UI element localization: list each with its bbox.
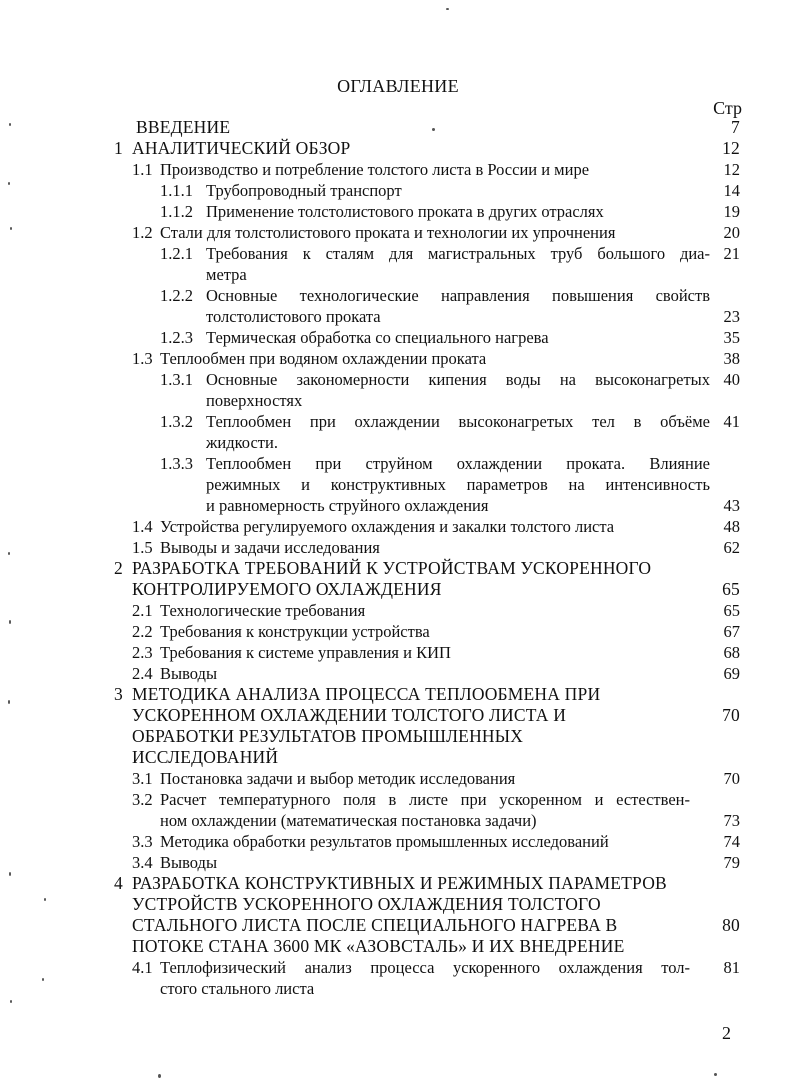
toc-entry-title-line: Термическая обработка со специального нагрева	[206, 328, 549, 347]
scan-speck	[42, 978, 44, 981]
toc-entry-number: 1.5	[132, 538, 153, 557]
scan-speck	[10, 1000, 12, 1003]
toc-entry-number: 1.1.2	[160, 202, 193, 221]
toc-entry-number: 2.4	[132, 664, 153, 683]
toc-entry-page: 68	[723, 643, 740, 662]
toc-entry-number: 3.3	[132, 832, 153, 851]
toc-entry-page: 35	[723, 328, 740, 347]
toc-entry-title-line: Требования к сталям для магистральных труб большого диа-	[206, 244, 710, 263]
toc-entry	[0, 453, 796, 516]
toc-entry	[0, 285, 796, 327]
toc-entry-number: 1.2.2	[160, 286, 193, 305]
toc-entry-number: 3.1	[132, 769, 153, 788]
scan-speck	[8, 182, 10, 185]
toc-entry-title-line: Устройства регулируемого охлаждения и закалки толстого листа	[160, 517, 615, 536]
scan-speck	[44, 898, 46, 901]
toc-entry-number: 2.2	[132, 622, 153, 641]
toc-entry	[0, 684, 796, 768]
toc-entry	[0, 831, 796, 852]
toc-entry-page: 73	[723, 811, 740, 830]
toc-entry-title-line: УСКОРЕННОМ ОХЛАЖДЕНИИ ТОЛСТОГО ЛИСТА И	[132, 705, 567, 725]
toc-entry-title-line: ПОТОКЕ СТАНА 3600 МК «АЗОВСТАЛЬ» И ИХ ВНЕДРЕНИЕ	[132, 936, 625, 956]
toc-entry-page: 81	[723, 958, 740, 977]
toc-entry-title-line: ном охлаждении (математическая постановка задачи)	[160, 811, 537, 830]
toc-entry	[0, 159, 796, 180]
toc-entry-number: 1.3	[132, 349, 153, 368]
toc-entry-page: 41	[723, 412, 740, 431]
toc-entry	[0, 663, 796, 684]
toc-entry-page: 74	[723, 832, 740, 851]
toc-entry	[0, 957, 796, 999]
toc-entry	[0, 369, 796, 411]
toc-entry-title-line: поверхностях	[206, 391, 303, 410]
toc-entry-page: 48	[723, 517, 740, 536]
toc-entry-page: 65	[722, 579, 740, 599]
toc-entry-title-line: Теплофизический анализ процесса ускоренного охлаждения тол-	[160, 958, 690, 977]
toc-entry-page: 7	[731, 117, 740, 137]
toc-entry-number: 2.1	[132, 601, 153, 620]
toc-entry	[0, 201, 796, 222]
toc-entry-page: 70	[723, 769, 740, 788]
toc-entry-page: 62	[723, 538, 740, 557]
toc-entry-page: 65	[723, 601, 740, 620]
toc-entry-page: 20	[723, 223, 740, 242]
toc-entry-title-line: Требования к конструкции устройства	[160, 622, 430, 641]
toc-entry-number: 1.2	[132, 223, 153, 242]
toc-entry-page: 80	[722, 915, 740, 935]
toc-entry-title-line: МЕТОДИКА АНАЛИЗА ПРОЦЕССА ТЕПЛООБМЕНА ПРИ	[132, 684, 601, 704]
toc-entry-title-line: Стали для толстолистового проката и технологии их упрочнения	[160, 223, 616, 242]
toc-entry-page: 12	[723, 160, 740, 179]
toc-entry-number: 1	[114, 138, 123, 158]
toc-entry-number: 4.1	[132, 958, 153, 977]
scan-speck	[9, 123, 11, 126]
toc-entry-number: 2.3	[132, 643, 153, 662]
toc-entry	[0, 558, 796, 600]
toc-entry-title-line: Выводы и задачи исследования	[160, 538, 380, 557]
scan-speck	[714, 1073, 717, 1076]
toc-entry-page: 79	[723, 853, 740, 872]
toc-entry-title-line: Основные закономерности кипения воды на высоконагретых	[206, 370, 710, 389]
toc-entry-page: 23	[723, 307, 740, 326]
toc-entry	[0, 138, 796, 159]
toc-entry	[0, 243, 796, 285]
scan-speck	[432, 128, 435, 131]
table-of-contents	[0, 117, 796, 999]
scan-speck	[8, 552, 10, 555]
toc-entry-number: 2	[114, 558, 123, 578]
toc-entry-title-line: РАЗРАБОТКА ТРЕБОВАНИЙ К УСТРОЙСТВАМ УСКОРЕННОГО	[132, 558, 652, 578]
toc-entry-page: 12	[722, 138, 740, 158]
toc-entry-title-line: Теплообмен при струйном охлаждении проката. Влияние	[206, 454, 710, 473]
toc-entry	[0, 537, 796, 558]
toc-entry-title-line: Производство и потребление толстого листа в России и мире	[160, 160, 590, 179]
toc-entry-number: 1.1.1	[160, 181, 193, 200]
toc-entry	[0, 621, 796, 642]
toc-entry-page: 14	[723, 181, 740, 200]
toc-entry-title-line: РАЗРАБОТКА КОНСТРУКТИВНЫХ И РЕЖИМНЫХ ПАРАМЕТРОВ	[132, 873, 667, 893]
toc-entry-title-line: УСТРОЙСТВ УСКОРЕННОГО ОХЛАЖДЕНИЯ ТОЛСТОГО	[132, 894, 601, 914]
toc-entry	[0, 873, 796, 957]
toc-entry-page: 69	[723, 664, 740, 683]
toc-entry-title-line: Методика обработки результатов промышленных исследований	[160, 832, 609, 851]
toc-entry-number: 4	[114, 873, 123, 893]
toc-entry-title-line: Теплообмен при охлаждении высоконагретых тел в объёме	[206, 412, 710, 431]
toc-entry-title-line: Выводы	[160, 664, 218, 683]
page-number: 2	[722, 1023, 731, 1043]
toc-entry	[0, 180, 796, 201]
toc-entry-title-line: Расчет температурного поля в листе при ускоренном и естествен-	[160, 790, 690, 809]
toc-entry	[0, 516, 796, 537]
toc-entry-title-line: СТАЛЬНОГО ЛИСТА ПОСЛЕ СПЕЦИАЛЬНОГО НАГРЕВА В	[132, 915, 618, 935]
toc-entry-number: 1.2.1	[160, 244, 193, 263]
scan-speck	[158, 1074, 161, 1078]
toc-entry-title-line: жидкости.	[206, 433, 278, 452]
toc-entry-page: 43	[723, 496, 740, 515]
toc-entry-page: 40	[723, 370, 740, 389]
toc-entry	[0, 222, 796, 243]
toc-entry-title-line: метра	[206, 265, 247, 284]
toc-entry	[0, 411, 796, 453]
toc-entry-title-line: режимных и конструктивных параметров на интенсивность	[206, 475, 710, 494]
toc-entry-number: 1.3.3	[160, 454, 193, 473]
toc-entry-title-line: стого стального листа	[160, 979, 315, 998]
scan-speck	[446, 8, 449, 10]
toc-entry-page: 38	[723, 349, 740, 368]
toc-entry-title-line: Теплообмен при водяном охлаждении проката	[160, 349, 487, 368]
toc-entry-title-line: АНАЛИТИЧЕСКИЙ ОБЗОР	[132, 138, 351, 158]
toc-entry-title-line: КОНТРОЛИРУЕМОГО ОХЛАЖДЕНИЯ	[132, 579, 442, 599]
toc-entry-title-line: Требования к системе управления и КИП	[160, 643, 451, 662]
toc-entry-title-line: ИССЛЕДОВАНИЙ	[132, 747, 279, 767]
toc-entry-title-line: Технологические требования	[160, 601, 366, 620]
toc-entry-page: 19	[723, 202, 740, 221]
toc-entry-title-line: Постановка задачи и выбор методик исследования	[160, 769, 516, 788]
toc-entry-title-line: Основные технологические направления повышения свойств	[206, 286, 710, 305]
toc-entry	[0, 768, 796, 789]
toc-entry-page: 67	[723, 622, 740, 641]
toc-entry	[0, 642, 796, 663]
toc-entry-title-line: и равномерность струйного охлаждения	[206, 496, 489, 515]
toc-entry-number: 1.3.2	[160, 412, 193, 431]
toc-entry-number: 3.2	[132, 790, 153, 809]
toc-entry-number: 1.4	[132, 517, 153, 536]
toc-entry-number: 1.3.1	[160, 370, 193, 389]
toc-entry-number: 3	[114, 684, 123, 704]
toc-entry-title-line: Трубопроводный транспорт	[206, 181, 402, 200]
toc-entry-title-line: ОБРАБОТКИ РЕЗУЛЬТАТОВ ПРОМЫШЛЕННЫХ	[132, 726, 524, 746]
scan-speck	[8, 700, 10, 704]
toc-entry	[0, 852, 796, 873]
toc-entry	[0, 117, 796, 138]
toc-entry-title-line: толстолистового проката	[206, 307, 381, 326]
scan-speck	[9, 872, 11, 876]
toc-entry	[0, 789, 796, 831]
toc-heading: ОГЛАВЛЕНИЕ	[337, 76, 459, 96]
toc-entry-number: 1.2.3	[160, 328, 193, 347]
toc-entry-title-line: Применение толстолистового проката в других отраслях	[206, 202, 604, 221]
toc-entry-number: 3.4	[132, 853, 153, 872]
toc-entry-title-line: ВВЕДЕНИЕ	[136, 117, 231, 137]
toc-entry-page: 70	[722, 705, 740, 725]
toc-entry-title-line: Выводы	[160, 853, 218, 872]
toc-entry	[0, 327, 796, 348]
toc-entry-number: 1.1	[132, 160, 153, 179]
scan-speck	[9, 620, 11, 624]
page-column-label: Стр	[713, 98, 742, 118]
toc-entry-page: 21	[723, 244, 740, 263]
toc-entry	[0, 600, 796, 621]
scan-speck	[10, 227, 12, 230]
toc-entry	[0, 348, 796, 369]
